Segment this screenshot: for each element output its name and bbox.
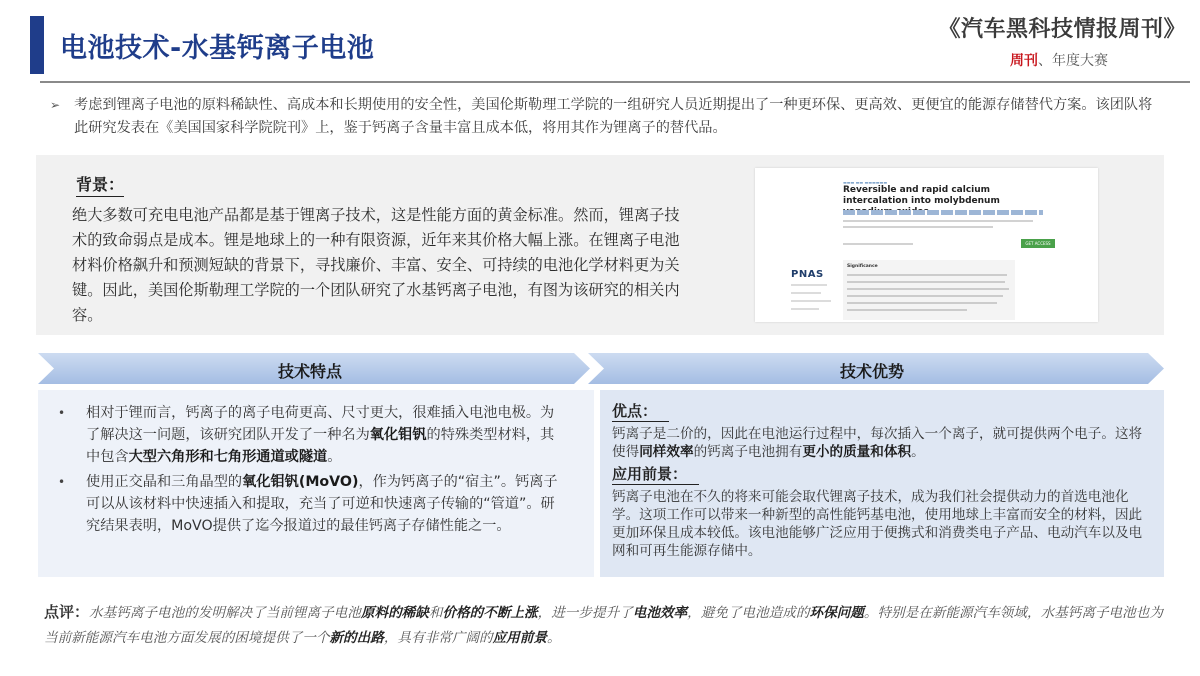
paper-authors [843,210,1043,215]
advantages-banner-label: 技术优势 [840,362,905,381]
pros-text-part: 。 [911,444,925,460]
paper-text-line [847,288,1009,290]
paper-text-line [843,220,1033,222]
paper-text-line [847,274,1007,276]
paper-screenshot-image [755,168,1098,322]
paper-side-line [791,292,821,294]
feature-text: 相对于锂而言，钙离子的离子电荷更高、尺寸更大，很难插入电池电极。为了解决这一问题，该研究团队开发了一种名为 [86,405,555,443]
comment-text: 水基钙离子电池的发明解决了当前锂离子电池 [89,605,361,621]
bullet-icon: • [58,475,66,489]
title-accent-bar [30,16,44,74]
comment-paragraph [44,600,1164,651]
paper-title: Reversible and rapid calcium intercalation into molybdenum [843,185,1000,206]
features-list [58,402,568,540]
feature-emphasis: 大型六角形和七角形通道或隧道 [128,449,328,465]
paper-side-line [791,308,819,310]
list-item [58,471,568,537]
comment-text: ，具有非常广阔的 [383,630,493,646]
comment-text: ，进一步提升了 [537,605,633,621]
paper-text-line [847,295,1003,297]
paper-meta-line: ▬▬▬ ▬▬ ▬▬▬▬▬▬ [843,180,888,185]
feature-emphasis: 氧化钼钒 [369,427,427,443]
paper-side-line [791,284,827,286]
background-text: 绝大多数可充电电池产品都是基于锂离子技术，这是性能方面的黄金标准。然而，锂离子技术的致命弱点是成本。锂是地球上的一种有限资源，近年来其价格大幅上涨。在锂离子电池材料价格飙升和预测短缺的背景下，寻找廉价、丰富、安全、可持续的电池化学材料更为关键。因此，美国伦斯勒理工学院的一个团队研究了水基钙离子电池，有图为该研究的相关内容。 [72,206,680,324]
pros-emphasis: 同样效率 [639,444,694,460]
bullet-icon: • [58,406,66,420]
publication-name: 《汽车黑科技情报周刊》 [938,17,1186,42]
pros-emphasis: 更小的质量和体积 [802,444,912,460]
application-title: 应用前景： [612,465,699,485]
intro-paragraph [50,94,1160,140]
comment-emphasis: 价格的不断上涨 [442,605,538,621]
features-banner-label: 技术特点 [278,362,343,381]
pnas-logo: PNAS [791,269,824,280]
comment-emphasis: 原料的稀缺 [360,605,429,621]
feature-text: 。 [327,449,342,465]
arrow-bullet-icon: ➢ [50,98,61,112]
background-title: 背景： [76,172,124,197]
paper-side-line [791,300,831,302]
comment-text: 和 [428,605,443,621]
pros-text-part: 的钙离子电池拥有 [693,444,803,460]
comment-emphasis: 电池效率 [632,605,688,621]
paper-text-line [843,226,993,228]
comment-emphasis: 应用前景 [492,630,547,646]
paper-access-button: GET ACCESS [1021,239,1055,248]
pros-title: 优点： [612,402,669,422]
feature-text: ，作为钙离子的“宿主”。钙离子可以从该材料中快速插入和提取，充当了可逆和快速离子传输的“管道”。研究结果表明，MoVO提供了迄今报道过的最佳钙离子存储性能之一。 [86,474,558,534]
application-text: 钙离子电池在不久的将来可能会取代锂离子技术，成为我们社会提供动力的首选电池化学。这项工作可以带来一种新型的高性能钙基电池，使用地球上丰富而安全的材料，因此更加环保且成本较低。该电池能够广泛应用于便携式和消费类电子产品、电动汽车以及电网和可再生能源存储中。 [612,489,1143,559]
feature-emphasis: 氧化钼钒(MoVO) [242,474,359,490]
comment-text: ，避免了电池造成的 [687,605,810,621]
intro-text: 考虑到锂离子电池的原料稀缺性、高成本和长期使用的安全性，美国伦斯勒理工学院的一组研究人员近期提出了一种更环保、更高效、更便宜的能源存储替代方案。该团队将此研究发表在《美国国家科学院院刊》上，鉴于钙离子含量丰富且成本低，将用其作为锂离子的替代品。 [74,97,1153,136]
comment-emphasis: 新的出路 [329,630,384,646]
comment-lead: 点评： [44,603,90,621]
comment-emphasis: 环保问题 [809,605,864,621]
paper-text-line [847,302,997,304]
paper-text-line [847,281,1005,283]
feature-text: 使用正交晶和三角晶型的 [86,474,243,490]
paper-text-line [847,309,967,311]
list-item [58,402,568,468]
paper-text-line [843,243,913,245]
header-divider [40,81,1190,83]
publication-subtitle-highlight: 周刊 [1010,53,1038,69]
page-title: 电池技术-水基钙离子电池 [60,33,375,64]
publication-subtitle [1010,50,1108,70]
comment-text: 。特别是在新能源汽车领域，水基钙离子电池也为当前新能源汽车电池方面发展的困境提供了一个 [44,605,1163,646]
feature-text: 的特殊类型材料，其中包含 [86,427,555,465]
paper-significance-title: Significance [847,264,878,269]
paper-significance-box [843,260,1015,320]
pros-text-part: 钙离子是二价的，因此在电池运行过程中，每次插入一个离子，就可提供两个电子。这将使得 [612,426,1143,460]
pros-text [612,425,1147,461]
publication-subtitle-rest: 、年度大赛 [1038,53,1108,69]
comment-text: 。 [546,630,561,646]
